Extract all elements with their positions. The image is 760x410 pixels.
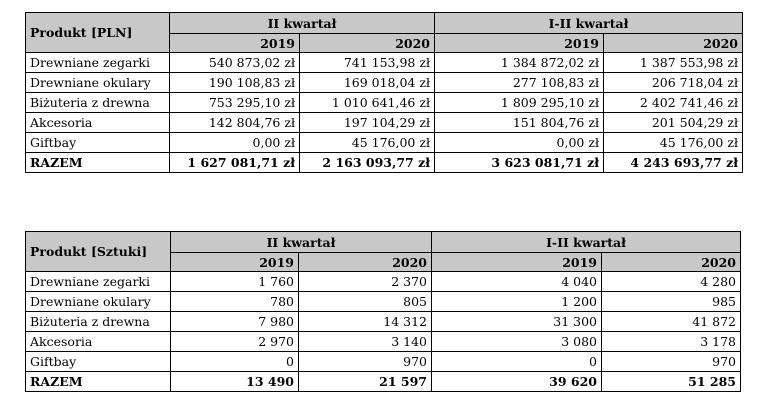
total-cell: 3 623 081,71 zł bbox=[435, 153, 604, 173]
total-cell: 13 490 bbox=[171, 372, 299, 392]
value-cell: 753 295,10 zł bbox=[170, 93, 300, 113]
value-cell: 31 300 bbox=[432, 312, 602, 332]
value-cell: 201 504,29 zł bbox=[604, 113, 743, 133]
product-name: Drewniane okulary bbox=[26, 292, 171, 312]
value-cell: 197 104,29 zł bbox=[300, 113, 435, 133]
value-cell: 142 804,76 zł bbox=[170, 113, 300, 133]
group-header-h1: I-II kwartał bbox=[435, 13, 743, 34]
value-cell: 3 178 bbox=[602, 332, 741, 352]
product-name: Biżuteria z drewna bbox=[26, 312, 171, 332]
value-cell: 14 312 bbox=[299, 312, 432, 332]
table-row bbox=[26, 332, 741, 352]
value-cell: 0,00 zł bbox=[435, 133, 604, 153]
value-cell: 4 280 bbox=[602, 272, 741, 292]
value-cell: 970 bbox=[299, 352, 432, 372]
total-row bbox=[26, 153, 743, 173]
value-cell: 206 718,04 zł bbox=[604, 73, 743, 93]
value-cell: 1 809 295,10 zł bbox=[435, 93, 604, 113]
value-cell: 1 384 872,02 zł bbox=[435, 53, 604, 73]
total-cell: 1 627 081,71 zł bbox=[170, 153, 300, 173]
value-cell: 1 760 bbox=[171, 272, 299, 292]
value-cell: 0 bbox=[432, 352, 602, 372]
value-cell: 0,00 zł bbox=[170, 133, 300, 153]
group-header-h1: I-II kwartał bbox=[432, 232, 741, 253]
total-cell: 21 597 bbox=[299, 372, 432, 392]
value-cell: 1 010 641,46 zł bbox=[300, 93, 435, 113]
value-cell: 1 200 bbox=[432, 292, 602, 312]
group-header-q2: II kwartał bbox=[170, 13, 435, 34]
table-row bbox=[26, 53, 743, 73]
year-header: 2020 bbox=[602, 253, 741, 272]
product-name: Giftbay bbox=[26, 352, 171, 372]
year-header: 2019 bbox=[170, 34, 300, 53]
value-cell: 3 140 bbox=[299, 332, 432, 352]
year-header: 2019 bbox=[435, 34, 604, 53]
total-row bbox=[26, 372, 741, 392]
value-cell: 1 387 553,98 zł bbox=[604, 53, 743, 73]
pln-revenue-table bbox=[25, 12, 743, 173]
value-cell: 0 bbox=[171, 352, 299, 372]
total-label: RAZEM bbox=[26, 153, 170, 173]
product-name: Drewniane zegarki bbox=[26, 53, 170, 73]
value-cell: 190 108,83 zł bbox=[170, 73, 300, 93]
total-cell: 2 163 093,77 zł bbox=[300, 153, 435, 173]
table-row bbox=[26, 352, 741, 372]
year-header: 2020 bbox=[299, 253, 432, 272]
table-row bbox=[26, 312, 741, 332]
table-row bbox=[26, 113, 743, 133]
year-header: 2019 bbox=[171, 253, 299, 272]
value-cell: 169 018,04 zł bbox=[300, 73, 435, 93]
product-name: Akcesoria bbox=[26, 113, 170, 133]
value-cell: 805 bbox=[299, 292, 432, 312]
units-sold-table bbox=[25, 231, 741, 392]
value-cell: 741 153,98 zł bbox=[300, 53, 435, 73]
value-cell: 45 176,00 zł bbox=[300, 133, 435, 153]
value-cell: 780 bbox=[171, 292, 299, 312]
product-name: Giftbay bbox=[26, 133, 170, 153]
table-row bbox=[26, 292, 741, 312]
total-cell: 39 620 bbox=[432, 372, 602, 392]
total-label: RAZEM bbox=[26, 372, 171, 392]
row-header: Produkt [PLN] bbox=[26, 13, 170, 53]
value-cell: 540 873,02 zł bbox=[170, 53, 300, 73]
table-row bbox=[26, 133, 743, 153]
product-name: Biżuteria z drewna bbox=[26, 93, 170, 113]
year-header: 2020 bbox=[604, 34, 743, 53]
group-header-q2: II kwartał bbox=[171, 232, 432, 253]
value-cell: 151 804,76 zł bbox=[435, 113, 604, 133]
year-header: 2019 bbox=[432, 253, 602, 272]
value-cell: 45 176,00 zł bbox=[604, 133, 743, 153]
total-cell: 51 285 bbox=[602, 372, 741, 392]
value-cell: 2 370 bbox=[299, 272, 432, 292]
value-cell: 985 bbox=[602, 292, 741, 312]
total-cell: 4 243 693,77 zł bbox=[604, 153, 743, 173]
value-cell: 2 402 741,46 zł bbox=[604, 93, 743, 113]
product-name: Akcesoria bbox=[26, 332, 171, 352]
value-cell: 4 040 bbox=[432, 272, 602, 292]
value-cell: 277 108,83 zł bbox=[435, 73, 604, 93]
table-row bbox=[26, 93, 743, 113]
table-row bbox=[26, 73, 743, 93]
year-header: 2020 bbox=[300, 34, 435, 53]
product-name: Drewniane okulary bbox=[26, 73, 170, 93]
row-header: Produkt [Sztuki] bbox=[26, 232, 171, 272]
value-cell: 3 080 bbox=[432, 332, 602, 352]
product-name: Drewniane zegarki bbox=[26, 272, 171, 292]
table-row bbox=[26, 272, 741, 292]
value-cell: 2 970 bbox=[171, 332, 299, 352]
value-cell: 7 980 bbox=[171, 312, 299, 332]
value-cell: 970 bbox=[602, 352, 741, 372]
value-cell: 41 872 bbox=[602, 312, 741, 332]
